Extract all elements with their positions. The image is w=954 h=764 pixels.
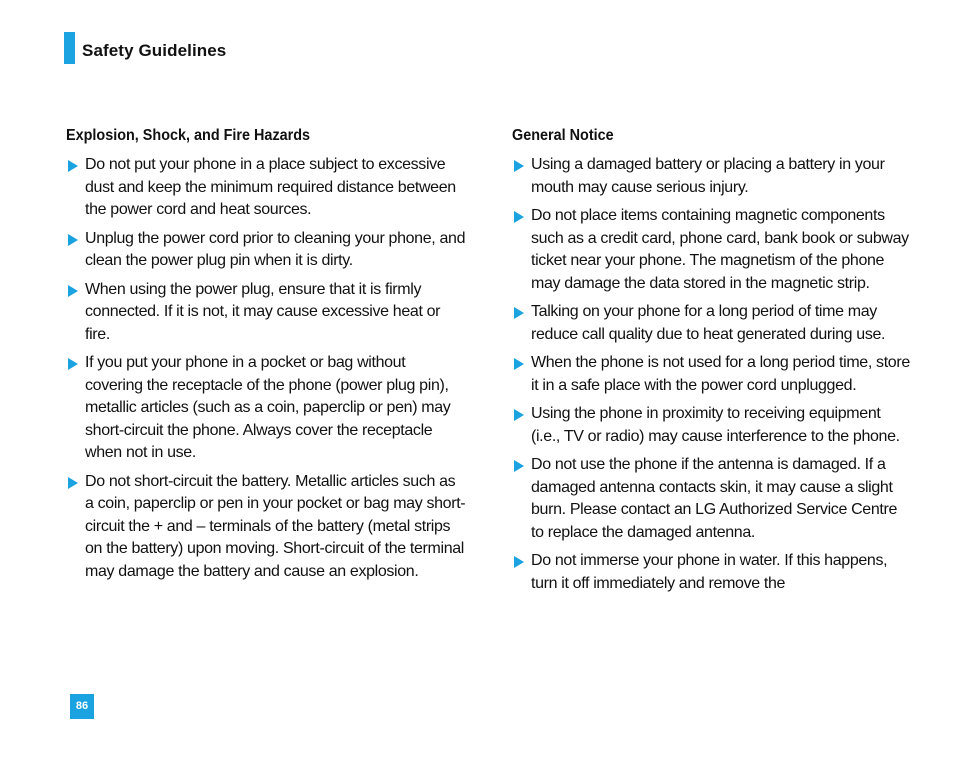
list-item-text: Using the phone in proximity to receiving equipment (i.e., TV or radio) may cause interference to the phone.: [531, 405, 900, 445]
list-item-text: When the phone is not used for a long period time, store it in a safe place with the power cord unplugged.: [531, 354, 910, 394]
list-item-text: Do not short-circuit the battery. Metallic articles such as a coin, paperclip or pen in your pocket or bag may short-circuit the + and – terminals of the battery (metal strips on the battery) upon moving. Short-circuit of the terminal may damage the battery and cause an explosion.: [85, 472, 466, 580]
bullet-arrow-icon: [514, 409, 524, 421]
notice-list: [512, 154, 912, 595]
right-column: [512, 126, 912, 601]
bullet-arrow-icon: [514, 307, 524, 319]
list-item: [512, 454, 912, 544]
list-item-text: Talking on your phone for a long period of time may reduce call quality due to heat generated during use.: [531, 303, 886, 343]
bullet-arrow-icon: [68, 234, 78, 246]
list-item: [512, 403, 912, 448]
list-item-text: Do not put your phone in a place subject to excessive dust and keep the minimum required distance between the power cord and heat sources.: [85, 156, 456, 218]
list-item: [512, 205, 912, 295]
list-item-text: If you put your phone in a pocket or bag without covering the receptacle of the phone (power plug pin), metallic articles (such as a coin, paperclip or pen) may short-circuit the phone. Always cover the receptacle when not in use.: [85, 354, 451, 461]
list-item-text: Do not use the phone if the antenna is damaged. If a damaged antenna contacts skin, it may cause a slight burn. Please contact an LG Authorized Service Centre to replace the damaged antenna.: [531, 456, 898, 541]
list-item: [66, 352, 466, 465]
section-heading-general-notice: General Notice: [512, 127, 614, 144]
list-item-text: When using the power plug, ensure that it is firmly connected. If it is not, it may cause excessive heat or fire.: [85, 280, 441, 343]
list-item: [66, 471, 466, 584]
section-heading-hazards: Explosion, Shock, and Fire Hazards: [66, 127, 311, 144]
left-column: [66, 126, 466, 589]
bullet-arrow-icon: [514, 160, 524, 172]
bullet-arrow-icon: [68, 160, 78, 172]
bullet-arrow-icon: [514, 358, 524, 370]
list-item: [512, 352, 912, 397]
page-number-badge: 86: [70, 694, 94, 719]
list-item-text: Unplug the power cord prior to cleaning your phone, and clean the power plug pin when it is dirty.: [85, 229, 466, 269]
bullet-arrow-icon: [68, 358, 78, 370]
list-item-text: Using a damaged battery or placing a battery in your mouth may cause serious injury.: [531, 156, 885, 196]
header-accent-bar: [64, 32, 75, 64]
hazards-list: [66, 154, 466, 583]
list-item: [512, 550, 912, 595]
bullet-arrow-icon: [514, 556, 524, 568]
list-item: [66, 154, 466, 222]
list-item: [512, 154, 912, 199]
bullet-arrow-icon: [68, 477, 78, 489]
list-item-text: Do not immerse your phone in water. If this happens, turn it off immediately and remove the: [531, 552, 888, 592]
bullet-arrow-icon: [68, 285, 78, 297]
list-item-text: Do not place items containing magnetic components such as a credit card, phone card, bank book or subway ticket near your phone. The magnetism of the phone may damage the data stored in the magnetic strip.: [531, 207, 909, 292]
page-title: Safety Guidelines: [82, 41, 227, 60]
bullet-arrow-icon: [514, 460, 524, 472]
bullet-arrow-icon: [514, 211, 524, 223]
list-item: [66, 228, 466, 273]
list-item: [66, 279, 466, 347]
list-item: [512, 301, 912, 346]
